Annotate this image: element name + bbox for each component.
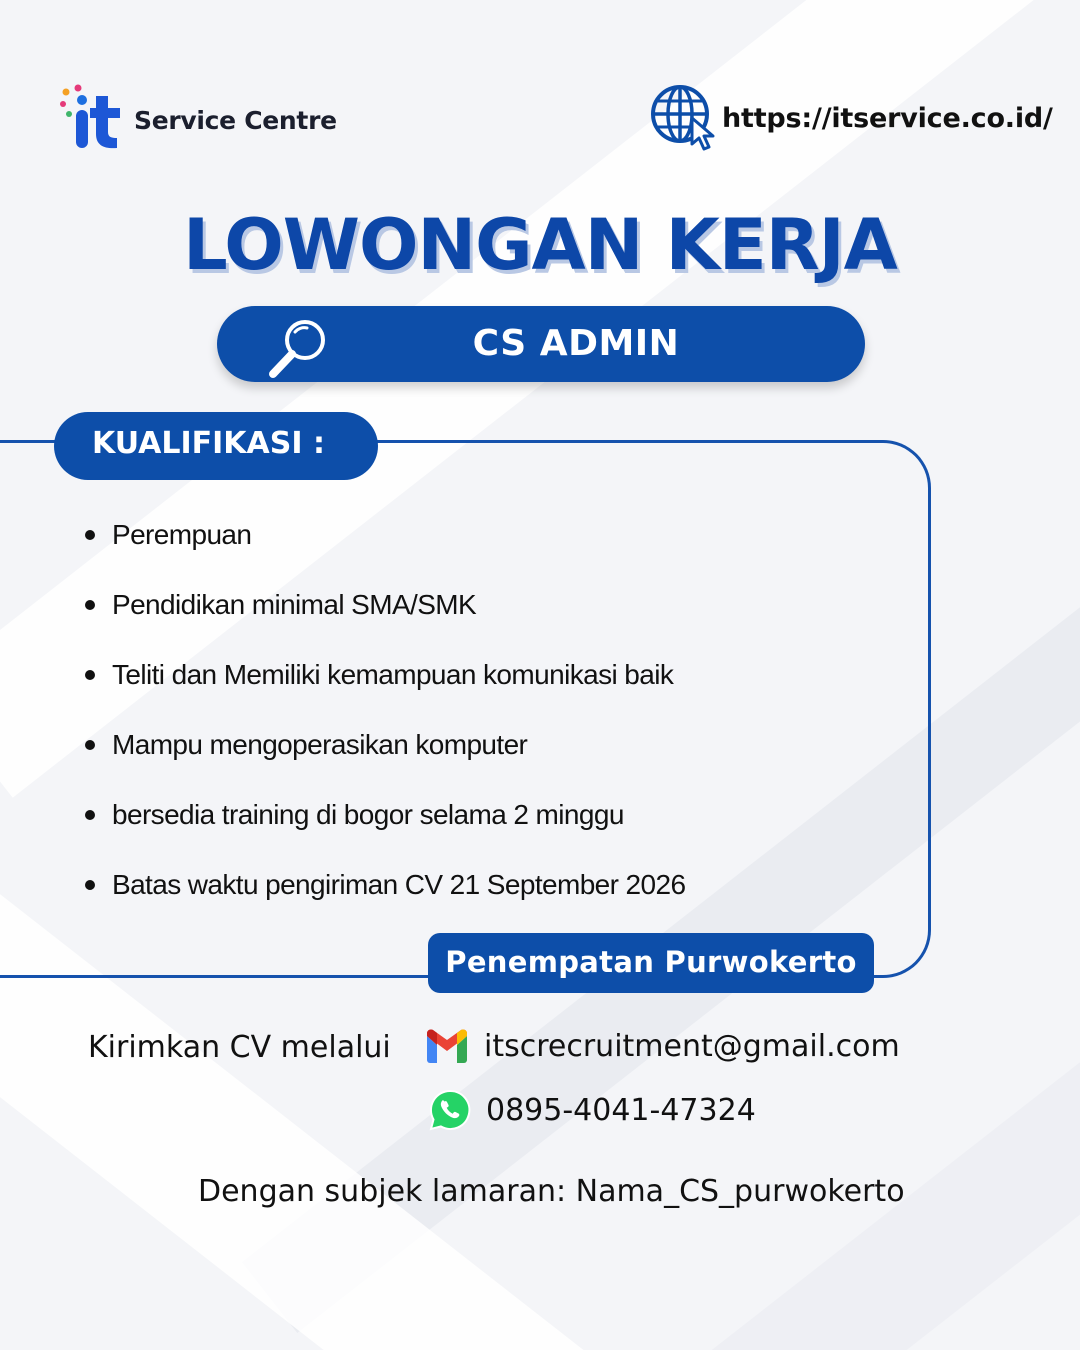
globe-cursor-icon: [650, 84, 718, 152]
website-url[interactable]: https://itservice.co.id/: [722, 102, 1053, 134]
phone-number[interactable]: 0895-4041-47324: [486, 1092, 756, 1128]
qualification-list: [82, 500, 685, 920]
email-contact[interactable]: [424, 1028, 900, 1064]
list-item: Perempuan: [82, 500, 685, 570]
website-link[interactable]: [650, 84, 1053, 152]
logo-text: Service Centre: [134, 105, 337, 135]
list-item: Mampu mengoperasikan komputer: [82, 710, 685, 780]
placement-label: Penempatan Purwokerto: [445, 945, 857, 979]
placement-badge: [428, 933, 874, 993]
gmail-icon: [424, 1028, 470, 1064]
position-title: CS ADMIN: [472, 323, 680, 364]
list-item: Pendidikan minimal SMA/SMK: [82, 570, 685, 640]
send-cv-label: Kirimkan CV melalui: [88, 1030, 391, 1065]
page-title: LOWONGAN KERJA: [183, 204, 897, 286]
list-item: Teliti dan Memiliki kemampuan komunikasi baik: [82, 640, 685, 710]
qualification-heading-pill: [54, 412, 378, 480]
it-logo-icon: [60, 82, 126, 154]
list-item: Batas waktu pengiriman CV 21 September 2026: [82, 850, 685, 920]
list-item: bersedia training di bogor selama 2 minggu: [82, 780, 685, 850]
magnifier-icon: [267, 316, 331, 382]
whatsapp-icon: [428, 1088, 472, 1132]
qualification-heading: KUALIFIKASI :: [92, 426, 325, 461]
email-address[interactable]: itscrecruitment@gmail.com: [484, 1028, 900, 1064]
subject-instruction: Dengan subjek lamaran: Nama_CS_purwokerto: [198, 1174, 905, 1209]
company-logo: [60, 82, 337, 154]
whatsapp-contact[interactable]: [428, 1088, 756, 1132]
position-banner: [217, 306, 865, 382]
